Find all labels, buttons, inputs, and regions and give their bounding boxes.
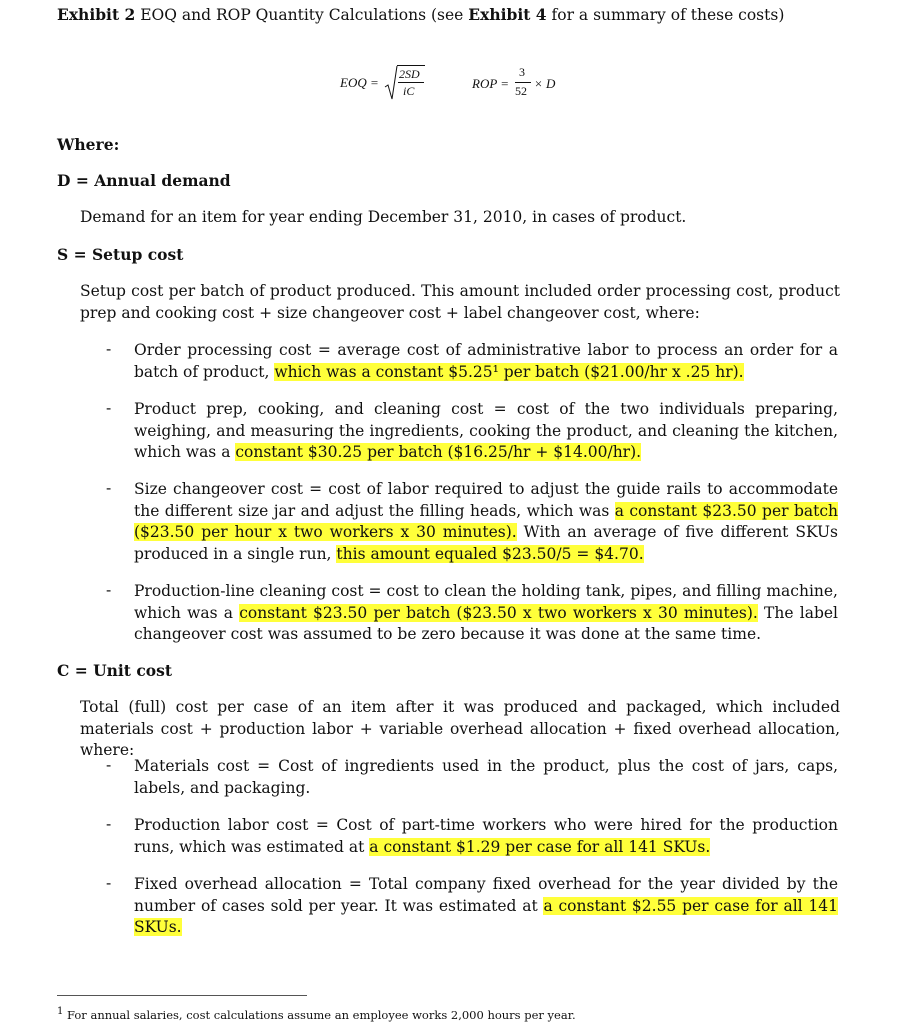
d-description: Demand for an item for year ending December 31, 2010, in cases of product. [80,208,687,226]
bullet-dash: - [106,815,112,833]
where-heading: Where: [57,135,120,154]
eoq-numerator: 2SD [399,67,420,81]
footnote-text: For annual salaries, cost calculations assume an employee works 2,000 hours per year. [67,1007,576,1022]
c-heading: C = Unit cost [57,661,173,680]
bullet-dash: - [106,874,112,892]
s-bullet-prep-cooking [134,399,838,464]
bullet-text: With an average of five different SKUs produced in a single run, [134,523,838,563]
s-description: Setup cost per batch of product produced. This amount included order processing cost, product prep and cooking cost + size changeover cost + label changeover cost, where: [80,282,840,322]
footnote [57,1006,576,1022]
c-bullet-production-labor [134,815,838,858]
rop-lhs: ROP = [472,76,510,91]
bullet-text: Production-line cleaning cost = cost to clean the holding tank, pipes, and filling machine, which was a [134,582,838,622]
bullet-text: Size changeover cost = cost of labor required to adjust the guide rails to accommodate the different size jar and adjust the filling heads, which was [134,480,838,520]
bullet-text: Fixed overhead allocation = Total company fixed overhead for the year divided by the number of cases sold per year. It was estimated at [134,875,838,915]
rop-formula [472,65,582,101]
d-heading: D = Annual demand [57,171,231,190]
bullet-dash: - [106,756,112,774]
title-ref: Exhibit 4 [468,5,547,24]
eoq-formula [340,63,450,103]
s-bullet-size-changeover [134,479,838,565]
highlight: constant $23.50 per batch ($23.50 x two workers x 30 minutes). [239,603,758,622]
bullet-text: Product prep, cooking, and cleaning cost = cost of the two individuals preparing, weighing, and measuring the ingredients, cooking the product, and cleaning the kitchen, which was a [134,400,838,461]
highlight: which was a constant $5.25¹ per batch ($21.00/hr x .25 hr). [274,362,744,381]
c-bullet-fixed-overhead [134,874,838,939]
eoq-fraction-bar [398,82,424,83]
c-bullet-materials: Materials cost = Cost of ingredients used in the product, plus the cost of jars, caps, labels, and packaging. [134,757,838,797]
bullet-dash: - [106,340,112,358]
s-bullet-line-cleaning [134,581,838,646]
s-heading: S = Setup cost [57,245,184,264]
s-bullet-order-processing [134,340,838,383]
bullet-text: Production labor cost = Cost of part-time workers who were hired for the production runs, which was estimated at [134,816,838,856]
title-rest: for a summary of these costs) [551,6,785,24]
bullet-text: Order processing cost = average cost of administrative labor to process an order for a batch of product, [134,341,838,381]
highlight: a constant $23.50 per batch ($23.50 per hour x two workers x 30 minutes). [134,501,839,541]
bullet-dash: - [106,399,112,417]
sqrt-bar [397,65,425,66]
rop-rhs: × D [534,76,556,91]
highlight: constant $30.25 per batch ($16.25/hr + $14.00/hr). [235,443,642,461]
exhibit-label: Exhibit 2 [57,5,136,24]
exhibit-title [57,5,784,24]
rop-numerator: 3 [519,65,525,79]
bullet-dash: - [106,581,112,599]
title-text: EOQ and ROP Quantity Calculations (see [140,6,464,24]
highlight: a constant $2.55 per case for all 141 SKUs. [134,896,839,936]
eoq-lhs: EOQ = [340,75,379,90]
footnote-rule [57,995,307,996]
bullet-dash: - [106,479,112,497]
rop-denominator: 52 [515,84,527,98]
rop-fraction-bar [515,82,531,83]
bullet-text: The label changeover cost was assumed to be zero because it was done at the same time. [134,603,838,643]
highlight: this amount equaled $23.50/5 = $4.70. [336,544,644,563]
highlight: a constant $1.29 per case for all 141 SKUs. [369,837,711,856]
c-description: Total (full) cost per case of an item after it was produced and packaged, which included materials cost + production labor + variable overhead allocation + fixed overhead allocation, where: [80,698,840,759]
footnote-mark: 1 [57,1006,64,1017]
sqrt-sign-icon [384,65,398,101]
eoq-denominator: iC [403,84,415,98]
